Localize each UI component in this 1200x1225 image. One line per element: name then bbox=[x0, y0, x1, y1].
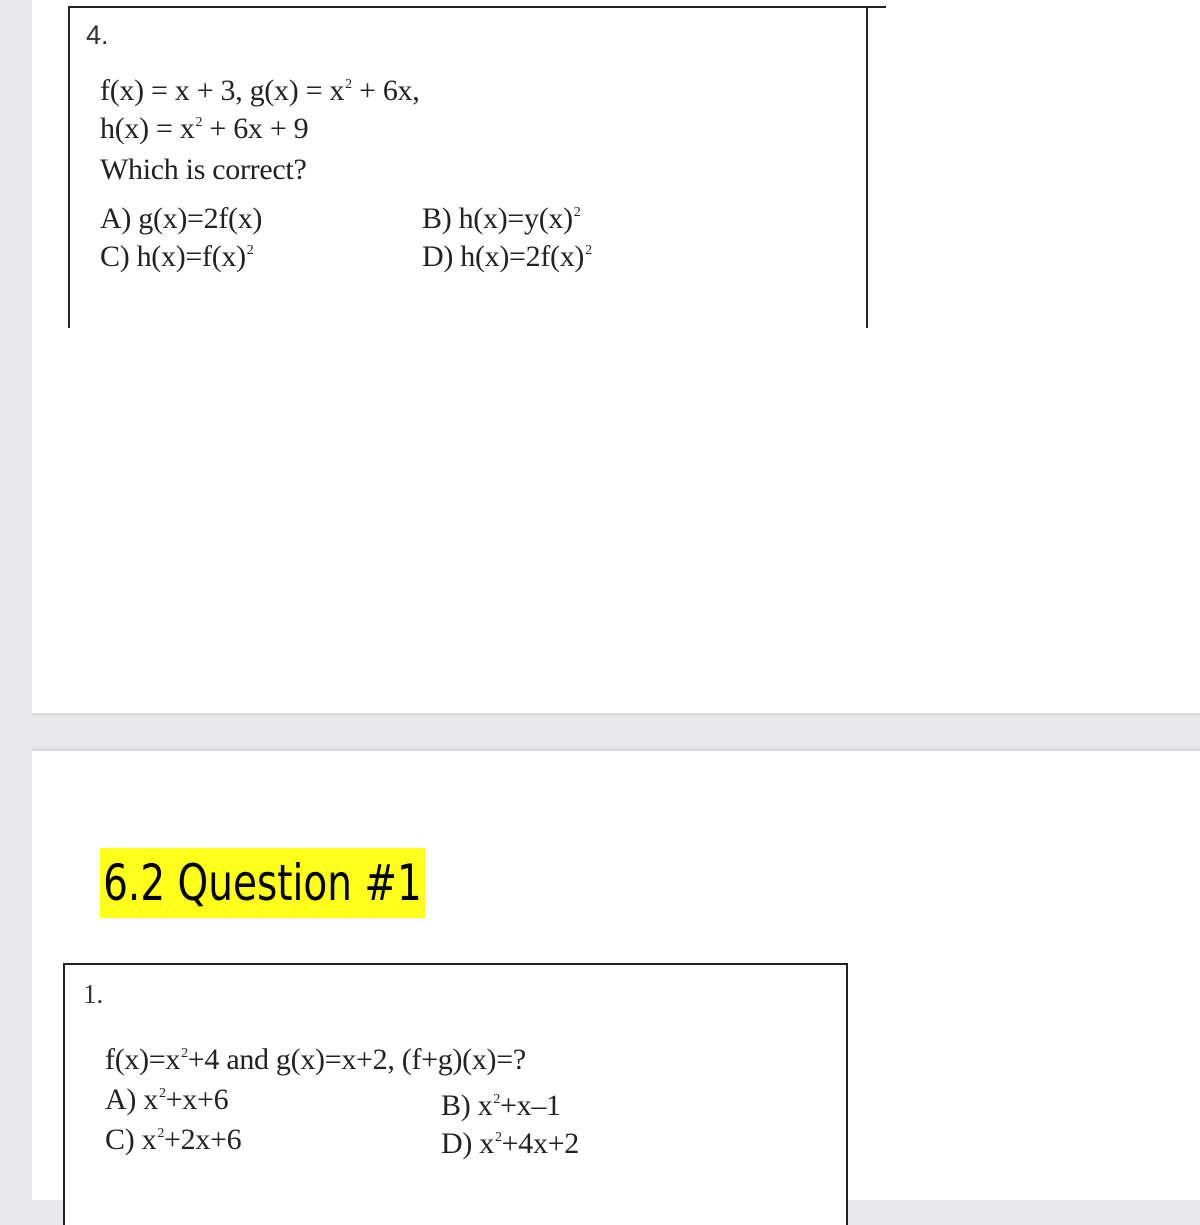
question-number: 1. bbox=[83, 979, 104, 1009]
choice-a[interactable]: A) g(x)=2f(x) bbox=[100, 202, 263, 235]
choice-b[interactable]: B) $x^2+x-1$ bbox=[441, 1089, 561, 1122]
choice-a[interactable]: A) $x^2+x+6$ bbox=[105, 1083, 229, 1116]
choice-c[interactable]: C) $h(x)=f(x)^2$ bbox=[100, 240, 254, 273]
choice-b[interactable]: B) $h(x)=y(x)^2$ bbox=[422, 202, 581, 235]
question-4-line-1: f(x) = x + 3, $g(x) = x^2 + 6x$, bbox=[100, 74, 420, 107]
choice-d[interactable]: D) $h(x)=2f(x)^2$ bbox=[422, 240, 592, 273]
question-number: 4. bbox=[86, 20, 109, 50]
question-4-box bbox=[68, 6, 868, 328]
question-4-prompt: Which is correct? bbox=[100, 153, 307, 186]
question-4-line-2: $h(x) = x^2 + 6x + 9$ bbox=[100, 112, 309, 145]
question-1-stem: $f(x)=x^2+4$ and g(x)=x+2, (f+g)(x)=? bbox=[105, 1043, 526, 1076]
section-heading: 6.2 Question #1 bbox=[100, 848, 425, 918]
choice-c[interactable]: C) $x^2+2x+6$ bbox=[105, 1123, 242, 1156]
page-divider bbox=[32, 713, 1200, 719]
choice-d[interactable]: D) $x^2+4x+2$ bbox=[441, 1127, 580, 1160]
table-border bbox=[864, 6, 886, 8]
question-1-box bbox=[63, 963, 848, 1225]
